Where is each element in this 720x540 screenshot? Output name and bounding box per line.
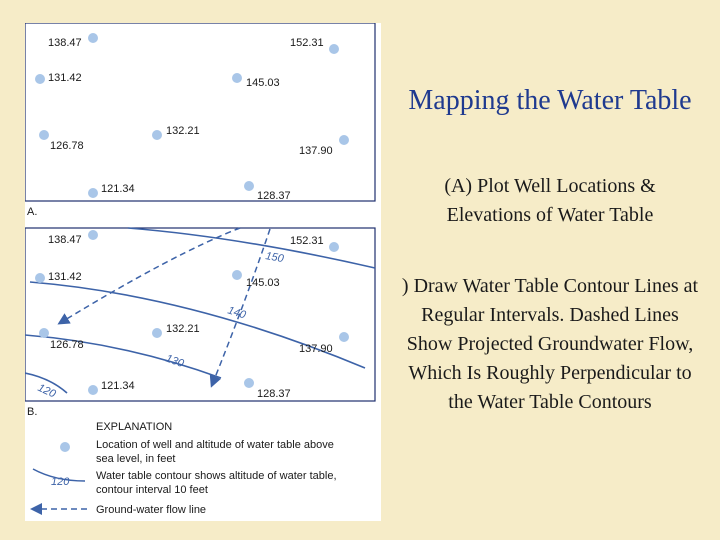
legend-contour-label: 120 (51, 476, 70, 488)
well-label: 121.34 (101, 183, 135, 195)
well-dot (339, 135, 349, 145)
well-label: 145.03 (246, 77, 280, 89)
well-label: 152.31 (290, 37, 324, 49)
well-label: 132.21 (166, 323, 200, 335)
well-dot (35, 273, 45, 283)
well-dot (244, 378, 254, 388)
legend-contour-text-line2: contour interval 10 feet (96, 484, 208, 496)
well-dot (339, 332, 349, 342)
legend-well-dot (60, 442, 70, 452)
well-label: 132.21 (166, 125, 200, 137)
well-label: 138.47 (48, 37, 82, 49)
legend-flow-text: Ground-water flow line (96, 504, 207, 516)
well-dot (152, 130, 162, 140)
panel-b-label: B. (27, 406, 38, 418)
well-dot (329, 44, 339, 54)
well-dot (88, 33, 98, 43)
explanation-title: EXPLANATION (96, 421, 173, 433)
well-dot (329, 242, 339, 252)
slide-title: Mapping the Water Table (408, 85, 692, 116)
well-label: 131.42 (48, 271, 82, 283)
well-dot (244, 181, 254, 191)
well-label: 128.37 (257, 190, 291, 202)
map-panel-a (25, 23, 375, 218)
figure-svg (25, 23, 381, 521)
well-label: 152.31 (290, 235, 324, 247)
well-label: 131.42 (48, 72, 82, 84)
well-label: 145.03 (246, 277, 280, 289)
well-dot (88, 385, 98, 395)
contour-label: 150 (264, 250, 285, 266)
map-b-border (25, 228, 375, 401)
water-table-figure (25, 23, 381, 521)
caption-panel-b: ) Draw Water Table Contour Lines at Regular Intervals. Dashed Lines Show Projected Groundwater Flow, Which Is Roughly Perpendicular to the Water Table Contours (401, 275, 699, 413)
legend-well-text-line2: sea level, in feet (96, 453, 176, 465)
map-panel-b (25, 228, 375, 418)
panel-a-label: A. (27, 206, 38, 218)
well-label: 137.90 (299, 343, 333, 355)
legend-contour-text-line1: Water table contour shows altitude of water table, (96, 470, 337, 482)
well-dot (88, 188, 98, 198)
explanation-legend (33, 421, 337, 516)
well-label: 128.37 (257, 388, 291, 400)
well-dot (88, 230, 98, 240)
well-dot (39, 328, 49, 338)
well-label: 126.78 (50, 140, 84, 152)
well-label: 137.90 (299, 145, 333, 157)
contour-label: 120 (35, 381, 58, 401)
well-dot (232, 270, 242, 280)
well-label: 126.78 (50, 339, 84, 351)
well-label: 138.47 (48, 234, 82, 246)
contour-label: 140 (226, 304, 248, 322)
contour-label: 130 (163, 352, 186, 371)
well-dot (35, 74, 45, 84)
caption-panel-a: (A) Plot Well Locations & Elevations of Water Table (444, 175, 656, 226)
well-dot (39, 130, 49, 140)
map-a-border (25, 23, 375, 201)
legend-well-text-line1: Location of well and altitude of water table above (96, 439, 334, 451)
well-dot (152, 328, 162, 338)
well-dot (232, 73, 242, 83)
well-label: 121.34 (101, 380, 135, 392)
